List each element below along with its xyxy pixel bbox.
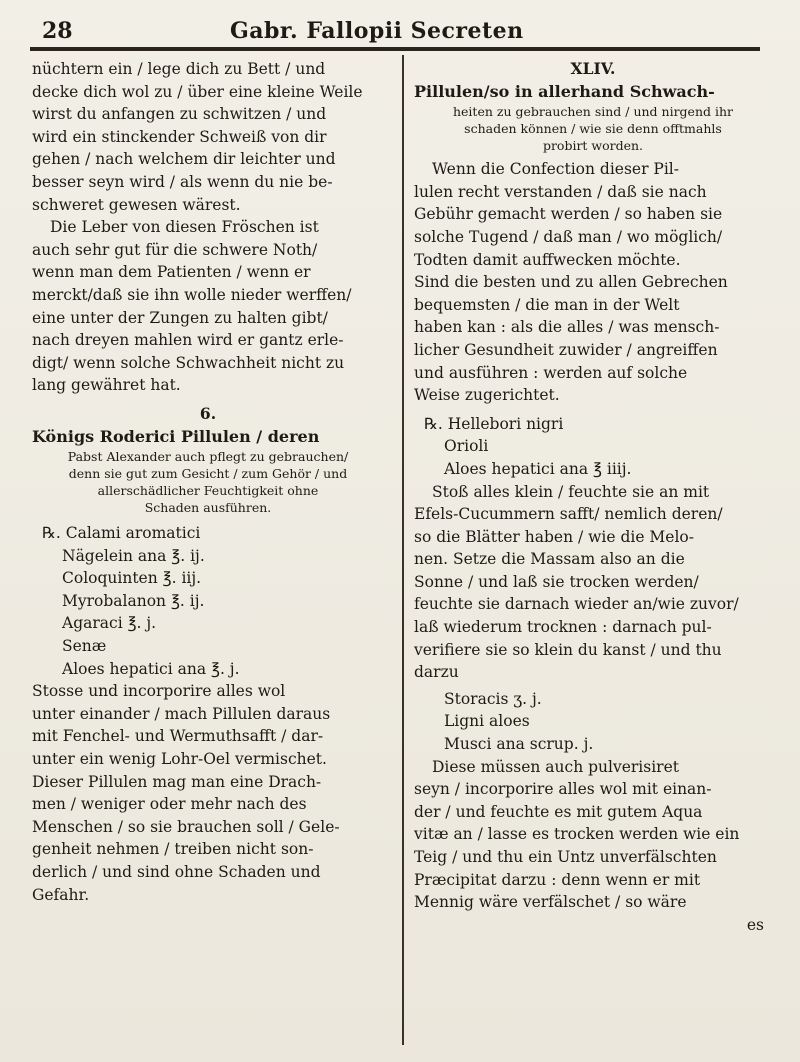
section-subheading: [32, 448, 384, 516]
text-line: wird ein stinckender Schweiß von dir: [32, 127, 327, 146]
text-line: seyn / incorporire alles wol mit einan-: [414, 780, 712, 799]
text-line: Gebühr gemacht werden / so haben sie: [414, 205, 723, 224]
text-line: genheit nehmen / treiben nicht son-: [32, 840, 314, 859]
text-line: lang gewähret hat.: [32, 376, 181, 395]
text-line: schaden können / wie sie denn offtmahls: [464, 121, 722, 137]
text-line: Dieser Pillulen mag man eine Drach-: [32, 772, 322, 791]
left-paragraph-2: [32, 216, 384, 397]
text-line: haben kan : als die alles / was mensch-: [414, 318, 720, 337]
text-line: Stosse und incorporire alles wol: [32, 682, 286, 701]
column-divider: [402, 55, 404, 1045]
text-line: solche Tugend / daß man / wo möglich/: [414, 227, 723, 246]
text-line: und ausführen : werden auf solche: [414, 363, 688, 382]
left-paragraph-3: [32, 680, 384, 906]
right-paragraph-2: [414, 481, 772, 684]
text-line: der / und feuchte es mit gutem Aqua: [414, 802, 703, 821]
text-line: lulen recht verstanden / daß sie nach: [414, 182, 707, 201]
recipe-item: Storacis ʒ. j.: [444, 689, 542, 708]
text-line: unter ein wenig Lohr-Oel vermischet.: [32, 750, 327, 769]
text-line: digt/ wenn solche Schwachheit nicht zu: [32, 353, 345, 372]
left-paragraph-1: [32, 58, 384, 216]
text-line: vitæ an / lasse es trocken werden wie ein: [414, 825, 740, 844]
text-line: Sonne / und laß sie trocken werden/: [414, 572, 699, 591]
right-paragraph-1: [414, 158, 772, 407]
text-line: Todten damit auffwecken möchte.: [414, 250, 681, 269]
text-line: feuchte sie darnach wieder an/wie zuvor/: [414, 595, 739, 614]
text-line: Schaden ausführen.: [144, 500, 272, 516]
text-line: darzu: [414, 663, 459, 682]
text-line: Wenn die Confection dieser Pil-: [432, 160, 680, 179]
section-number: 6.: [199, 403, 217, 423]
text-line: merckt/daß sie ihn wolle nieder werffen/: [32, 285, 352, 304]
text-line: derlich / und sind ohne Schaden und: [32, 863, 321, 881]
text-line: Diese müssen auch pulverisiret: [432, 757, 679, 776]
recipe-item: Nägelein ana ℥. ij.: [62, 546, 205, 565]
section-heading: Pillulen/so in allerhand Schwach-: [414, 81, 715, 101]
recipe-item: Myrobalanon ℥. ij.: [62, 591, 205, 610]
recipe-item: Orioli: [444, 437, 489, 456]
text-line: Sind die besten und zu allen Gebrechen: [414, 273, 728, 292]
text-line: heiten zu gebrauchen sind / und nirgend ihr: [452, 104, 734, 120]
header-rule: [30, 47, 760, 51]
text-line: laß wiederum trocknen : darnach pul-: [414, 618, 712, 637]
page-number: 28: [42, 18, 73, 44]
text-line: unter einander / mach Pillulen daraus: [32, 704, 331, 723]
text-line: Efels-Cucummern safft/ nemlich deren/: [414, 505, 723, 524]
text-line: Gefahr.: [32, 885, 90, 904]
text-line: Menschen / so sie brauchen soll / Gele-: [32, 817, 340, 836]
recipe-item: Senæ: [62, 637, 107, 656]
text-line: so die Blätter haben / wie die Melo-: [414, 527, 694, 546]
text-line: verifiere sie so klein du kanst / und thu: [414, 640, 722, 659]
recipe-item: Aloes hepatici ana ℥. j.: [62, 659, 240, 678]
text-line: probirt worden.: [542, 138, 644, 154]
text-line: Mennig wäre verfälschet / so wäre: [414, 893, 687, 912]
right-paragraph-3: [414, 756, 772, 914]
text-line: Præcipitat darzu : denn wenn er mit: [414, 870, 701, 889]
catchword: es: [746, 915, 764, 934]
recipe-item: ℞. Calami aromatici: [42, 524, 201, 543]
section-subheading: [414, 103, 772, 154]
section-number: XLIV.: [570, 59, 616, 78]
text-line: men / weniger oder mehr nach des: [32, 795, 307, 814]
text-line: denn sie gut zum Gesicht / zum Gehör / und: [68, 466, 348, 482]
text-line: allerschädlicher Feuchtigkeit ohne: [97, 483, 319, 499]
text-line: decke dich wol zu / über eine kleine Weile: [32, 82, 363, 101]
text-line: nen. Setze die Massam also an die: [414, 550, 685, 569]
recipe-item: ℞. Hellebori nigri: [424, 414, 564, 433]
recipe-item: Coloquinten ℥. iij.: [62, 569, 202, 588]
text-line: wirst du anfangen zu schwitzen / und: [32, 105, 327, 124]
recipe-list: [32, 522, 384, 680]
left-column: [32, 58, 384, 906]
running-title: Gabr. Fallopii Secreten: [230, 18, 524, 44]
recipe-item: Aloes hepatici ana ℥ iiij.: [444, 459, 632, 478]
text-line: wenn man dem Patienten / wenn er: [32, 263, 311, 282]
text-line: Teig / und thu ein Untz unverfälschten: [414, 848, 717, 866]
text-line: licher Gesundheit zuwider / angreiffen: [414, 340, 718, 359]
text-line: Weise zugerichtet.: [414, 386, 560, 405]
page-header: [30, 8, 770, 46]
right-column: [414, 58, 772, 936]
text-line: nüchtern ein / lege dich zu Bett / und: [32, 60, 326, 78]
recipe-item: Agaraci ℥. j.: [62, 614, 157, 633]
text-line: Stoß alles klein / feuchte sie an mit: [432, 482, 710, 501]
text-line: eine unter der Zungen zu halten gibt/: [32, 308, 328, 327]
text-line: bequemsten / die man in der Welt: [414, 295, 680, 314]
text-line: auch sehr gut für die schwere Noth/: [32, 240, 318, 259]
recipe-list-1: [414, 413, 772, 481]
text-line: besser seyn wird / als wenn du nie be-: [32, 172, 333, 191]
recipe-list-2: [414, 688, 772, 756]
text-line: mit Fenchel- und Wermuthsafft / dar-: [32, 727, 324, 746]
recipe-item: Ligni aloes: [444, 712, 530, 731]
text-line: gehen / nach welchem dir leichter und: [32, 150, 336, 169]
recipe-item: Musci ana scrup. j.: [444, 735, 594, 754]
text-line: schweret gewesen wärest.: [32, 195, 241, 214]
text-line: Die Leber von diesen Fröschen ist: [50, 218, 319, 237]
section-heading: Königs Roderici Pillulen / deren: [32, 426, 320, 446]
text-line: nach dreyen mahlen wird er gantz erle-: [32, 331, 344, 350]
text-line: Pabst Alexander auch pflegt zu gebrauchen/: [67, 449, 349, 465]
